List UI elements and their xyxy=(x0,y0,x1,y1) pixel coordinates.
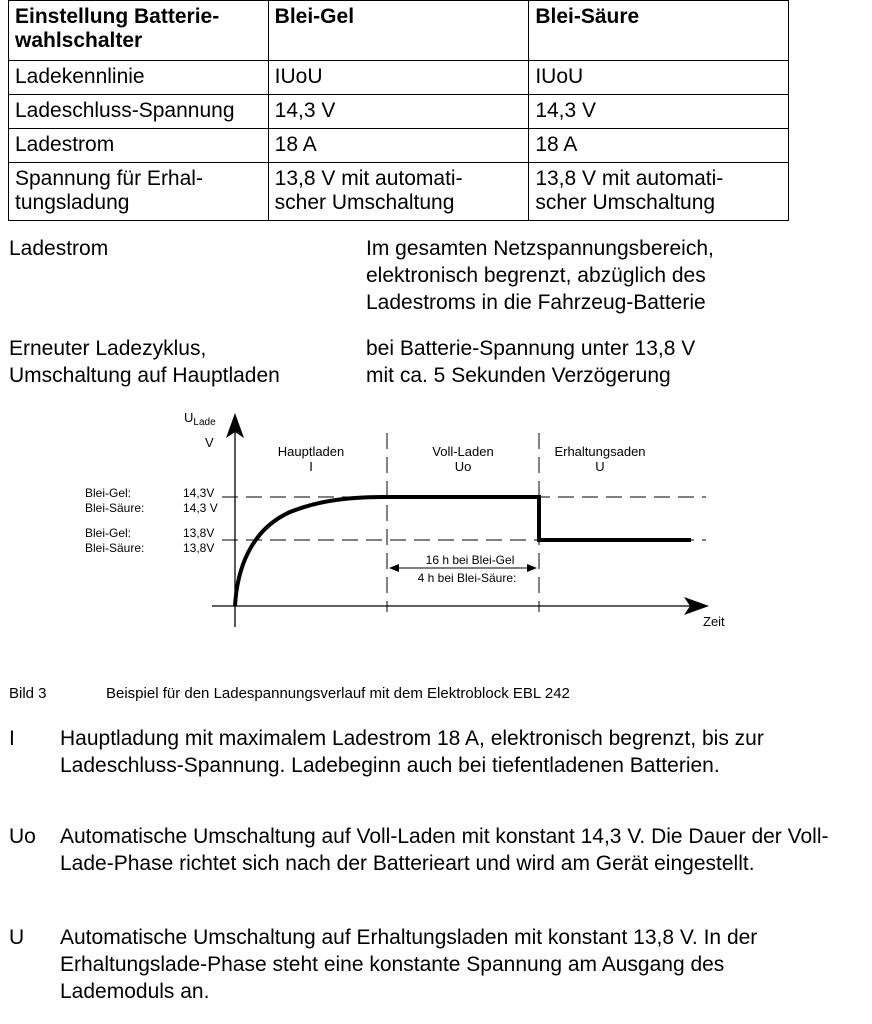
table-cell: 13,8 V mit automati- scher Umschaltung xyxy=(529,163,789,221)
item-mark: I xyxy=(9,727,15,750)
y-axis-label-sub: Lade xyxy=(193,417,216,428)
battery-settings-table xyxy=(8,0,789,221)
duration-arrow-right-icon xyxy=(527,564,537,572)
table-cell: Spannung für Erhal- tungsladung xyxy=(9,163,269,221)
info-label-ladezyklus: Erneuter Ladezyklus, Umschaltung auf Hauptladen xyxy=(9,337,280,387)
table-cell: IUoU xyxy=(529,61,789,95)
level-label: Blei-Säure: xyxy=(85,541,145,555)
phase-symbol: U xyxy=(595,459,605,474)
table-row xyxy=(9,163,789,221)
item-mark: U xyxy=(9,926,25,949)
table-header-row xyxy=(9,1,789,61)
phase-label: Erhaltungsaden xyxy=(554,444,646,459)
table-cell: 14,3 V xyxy=(268,95,529,129)
table-cell: 13,8 V mit automati- scher Umschaltung xyxy=(268,163,529,221)
table-row xyxy=(9,61,789,95)
duration-arrow-left-icon xyxy=(389,564,399,572)
table-row xyxy=(9,129,789,163)
level-label: Blei-Gel: xyxy=(85,486,132,500)
table-cell: Ladestrom xyxy=(9,129,269,163)
header-cell: Einstellung Batterie- wahlschalter xyxy=(9,1,269,61)
table-cell: 14,3 V xyxy=(529,95,789,129)
level-value: 13,8V xyxy=(183,541,215,555)
table-cell: Ladekennlinie xyxy=(9,61,269,95)
item-text: Automatische Umschaltung auf Erhaltungsladen mit konstant 13,8 V. In der Erhaltungslade-Phase steht eine konstante Spannung am Ausgang des Lademoduls an. xyxy=(60,926,758,1003)
x-axis-label: Zeit xyxy=(703,614,725,629)
info-label-ladestrom: Ladestrom xyxy=(9,237,109,260)
item-mark: Uo xyxy=(9,825,36,848)
caption-text: Beispiel für den Ladespannungsverlauf mit dem Elektroblock EBL 242 xyxy=(106,685,570,702)
header-cell: Blei-Gel xyxy=(268,1,529,61)
level-value: 13,8V xyxy=(183,526,215,540)
phase-symbol: Uo xyxy=(454,459,472,474)
level-value: 14,3V xyxy=(183,486,215,500)
charging-voltage-diagram xyxy=(0,400,872,640)
duration-label-saeure: 4 h bei Blei-Säure: xyxy=(417,571,517,585)
phase-label: Hauptladen xyxy=(277,444,345,459)
table-cell: 18 A xyxy=(268,129,529,163)
header-cell: Blei-Säure xyxy=(529,1,789,61)
item-text: Automatische Umschaltung auf Voll-Laden mit konstant 14,3 V. Die Dauer der Voll-Lade-Phase richtet sich nach der Batterieart und wird am Gerät eingestellt. xyxy=(60,825,829,875)
level-label: Blei-Gel: xyxy=(85,526,132,540)
y-axis-unit: V xyxy=(205,435,214,450)
level-value: 14,3 V xyxy=(183,501,218,515)
phase-symbol: I xyxy=(309,459,313,474)
table-cell: 18 A xyxy=(529,129,789,163)
table-row xyxy=(9,95,789,129)
table-cell: IUoU xyxy=(268,61,529,95)
table-cell: Ladeschluss-Spannung xyxy=(9,95,269,129)
charging-curve xyxy=(235,497,691,606)
info-value-ladezyklus: bei Batterie-Spannung unter 13,8 V mit ca. 5 Sekunden Verzögerung xyxy=(366,337,696,387)
y-axis-label: $U_{Lade}$ xyxy=(184,410,216,428)
info-value-ladestrom: Im gesamten Netzspannungsbereich, elektronisch begrenzt, abzüglich des Ladestroms in die Fahrzeug-Batterie xyxy=(366,237,714,314)
caption-number: Bild 3 xyxy=(9,685,47,702)
level-label: Blei-Säure: xyxy=(85,501,145,515)
duration-label-gel: 16 h bei Blei-Gel xyxy=(425,553,515,567)
phase-label: Voll-Laden xyxy=(432,444,494,459)
item-text: Hauptladung mit maximalem Ladestrom 18 A, elektronisch begrenzt, bis zur Ladeschluss-Spannung. Ladebeginn auch bei tiefentladenen Batterien. xyxy=(60,727,764,777)
